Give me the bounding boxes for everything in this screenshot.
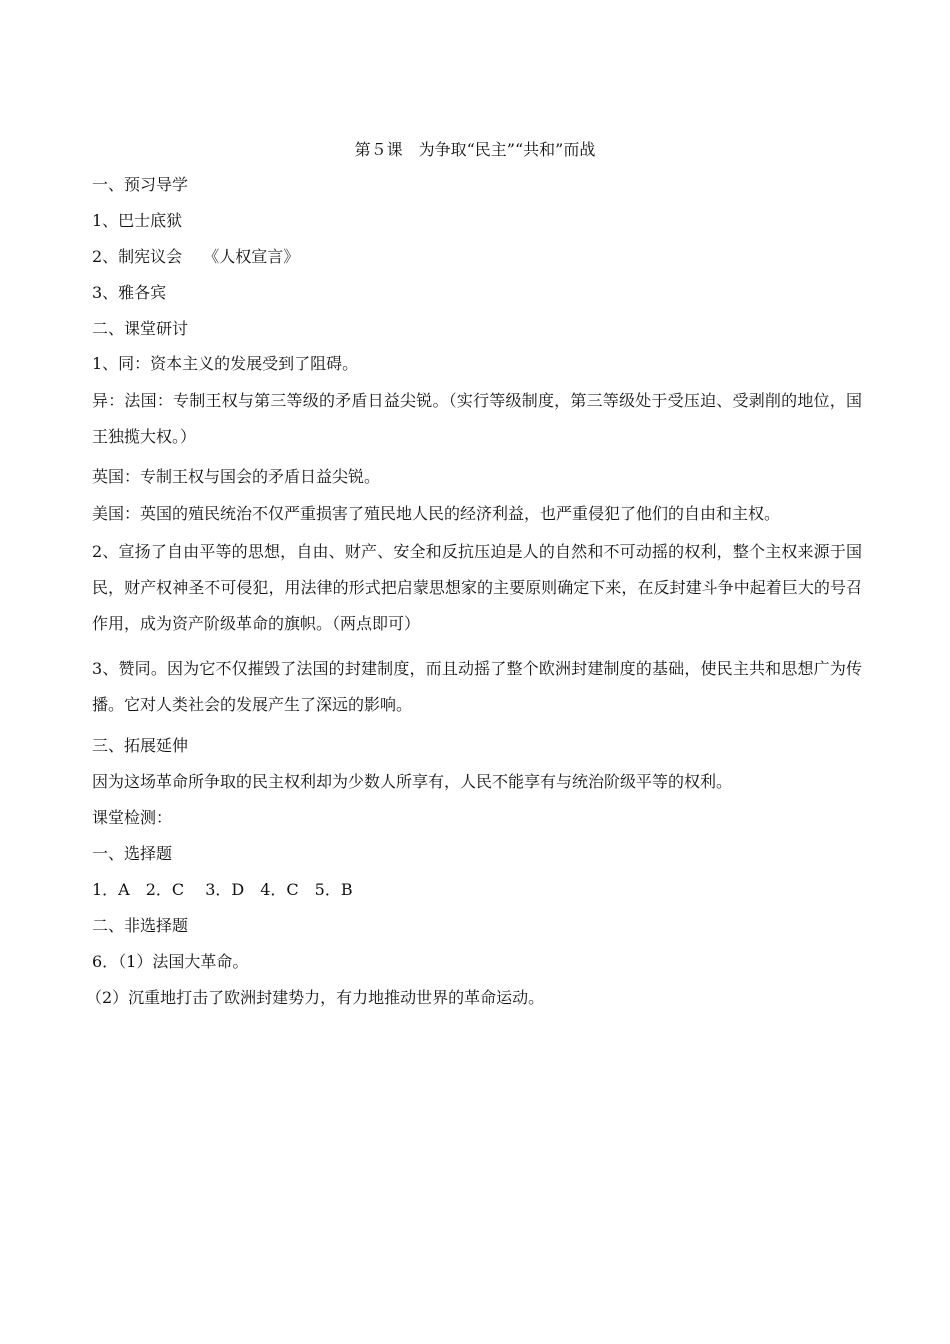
- preview-item-3: 3、雅各宾: [92, 283, 167, 302]
- preview-item-1: 1、巴士底狱: [92, 211, 183, 230]
- page-title: 第５课 为争取“民主”“共和”而战: [354, 140, 596, 159]
- question-6-part-1: 6．（1）法国大革命。: [92, 952, 249, 971]
- class-item-3: 3、赞同。因为它不仅摧毁了法国的封建制度，而且动摇了整个欧洲封建制度的基础，使民主共和思想广为传播。它对人类社会的发展产生了深远的影响。: [92, 659, 862, 714]
- preview-item-2: 2、制宪议会 《人权宣言》: [92, 247, 300, 266]
- check-heading: 课堂检测：: [92, 808, 173, 827]
- extend-text: 因为这场革命所争取的民主权利却为少数人所享有，人民不能享有与统治阶级平等的权利。: [92, 772, 733, 791]
- section-heading-preview: 一、预习导学: [92, 175, 189, 194]
- question-6-part-2: （2）沉重地打击了欧洲封建势力，有力地推动世界的革命运动。: [86, 988, 545, 1007]
- nonchoice-heading: 二、非选择题: [92, 916, 189, 935]
- class-item-1-diff-france: 异：法国：专制王权与第三等级的矛盾日益尖锐。（实行等级制度，第三等级处于受压迫、受剥削的地位，国王独揽大权。）: [92, 391, 862, 446]
- section-heading-extend: 三、拓展延伸: [92, 736, 189, 755]
- choice-answers: 1．A 2．C 3．D 4．C 5．B: [92, 880, 353, 899]
- section-heading-class: 二、课堂研讨: [92, 319, 189, 338]
- class-item-1: 1、同：资本主义的发展受到了阻碍。: [92, 354, 359, 373]
- class-item-2: 2、宣扬了自由平等的思想，自由、财产、安全和反抗压迫是人的自然和不可动摇的权利，整个主权来源于国民，财产权神圣不可侵犯，用法律的形式把启蒙思想家的主要原则确定下来，在反封建斗争中起着巨大的号召作用，成为资产阶级革命的旗帜。（两点即可）: [92, 542, 862, 633]
- class-item-1-diff-england: 英国：专制王权与国会的矛盾日益尖锐。: [92, 467, 381, 486]
- class-item-1-diff-usa: 美国：英国的殖民统治不仅严重损害了殖民地人民的经济利益，也严重侵犯了他们的自由和主权。: [92, 504, 781, 523]
- choice-heading: 一、选择题: [92, 844, 173, 863]
